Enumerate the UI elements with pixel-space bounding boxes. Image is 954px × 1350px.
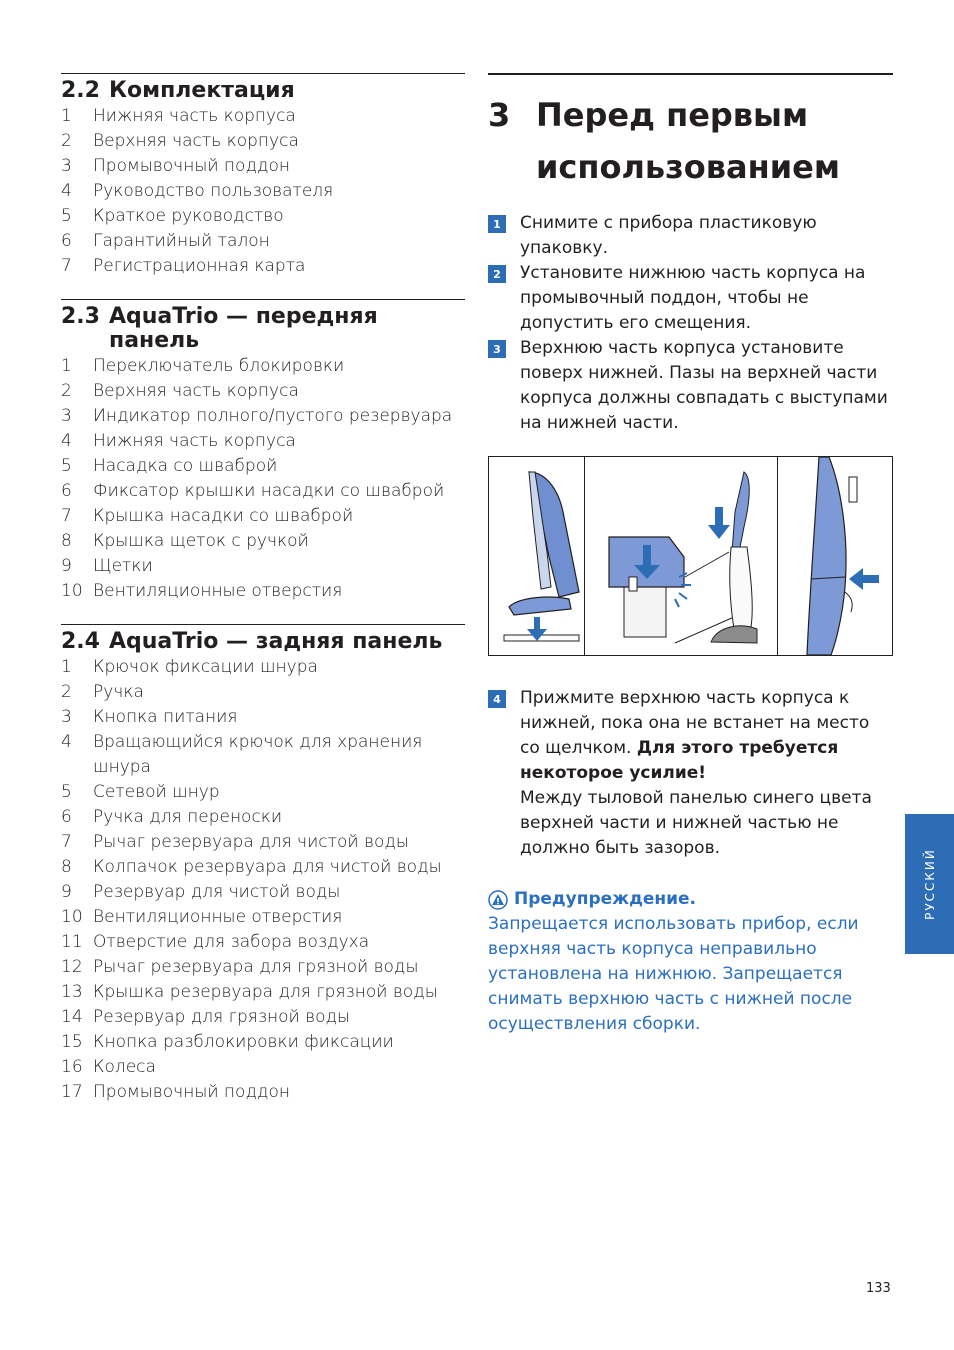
list-item (61, 354, 465, 379)
chapter-title-line1: Перед первым (536, 96, 809, 134)
list-item (61, 730, 465, 780)
warning-heading (488, 887, 893, 912)
chapter-heading (488, 89, 893, 193)
list-item (61, 1005, 465, 1030)
step-number-badge: 3 (488, 340, 506, 358)
list-item-text: Нижняя часть корпуса (93, 431, 296, 451)
list-item-number: 9 (61, 882, 72, 902)
list-item-number: 6 (61, 231, 72, 251)
list-item-number: 10 (61, 581, 83, 601)
list-item-number: 2 (61, 682, 72, 702)
list-item-number: 4 (61, 431, 72, 451)
step-number-badge: 1 (488, 215, 506, 233)
list-item-text: Верхняя часть корпуса (93, 381, 299, 401)
list-item-number: 17 (61, 1082, 83, 1102)
list-item (61, 780, 465, 805)
list-item-number: 6 (61, 807, 72, 827)
list-item (61, 905, 465, 930)
section-2-4 (61, 624, 465, 1105)
list-item-number: 3 (61, 707, 72, 727)
warning-title: Предупреждение. (514, 889, 697, 909)
list-item-number: 7 (61, 506, 72, 526)
assembly-illustration-svg (489, 457, 892, 655)
list-item (61, 254, 465, 279)
list-item-text: Рычаг резервуара для чистой воды (93, 832, 409, 852)
list-item-number: 15 (61, 1032, 83, 1052)
list-item-text: Ручка для переноски (93, 807, 283, 827)
section-number: 2.4 (61, 629, 100, 654)
list-item (61, 655, 465, 680)
list-item-text: Промывочный поддон (93, 156, 290, 176)
list-item-text: Вентиляционные отверстия (93, 581, 343, 601)
list-item-text: Вентиляционные отверстия (93, 907, 343, 927)
figure-divider (584, 457, 585, 655)
list-item (61, 830, 465, 855)
list-item (61, 229, 465, 254)
list-item-number: 5 (61, 206, 72, 226)
list-item (61, 429, 465, 454)
list-item-number: 7 (61, 256, 72, 276)
list-item-number: 3 (61, 156, 72, 176)
list-item-text: Крышка резервуара для грязной воды (93, 982, 438, 1002)
left-column (61, 73, 465, 1125)
warning-text: Запрещается использовать прибор, если верхняя часть корпуса неправильно установлена на нижнюю. Запрещается снимать верхнюю часть с нижней после осуществления сборки. (488, 914, 859, 1034)
list-item (61, 204, 465, 229)
list-item-number: 6 (61, 481, 72, 501)
list-item-text: Резервуар для грязной воды (93, 1007, 351, 1027)
list-item (61, 705, 465, 730)
step-text (520, 686, 893, 861)
step-item (488, 686, 893, 861)
section-2-2 (61, 73, 465, 279)
list-item-text: Нижняя часть корпуса (93, 106, 296, 126)
list-item-text: Кнопка питания (93, 707, 238, 727)
step-text: Верхнюю часть корпуса установите поверх нижней. Пазы на верхней части корпуса должны совпадать с выступами на нижней части. (520, 338, 888, 433)
list-item-text: Колпачок резервуара для чистой воды (93, 857, 442, 877)
alignment-detail-illustration (609, 472, 757, 643)
list-item-number: 8 (61, 531, 72, 551)
step-item (488, 211, 893, 261)
step-number-badge: 4 (488, 690, 506, 708)
language-label: РУССКИЙ (922, 848, 937, 920)
section-heading (61, 305, 465, 353)
list-item-text: Регистрационная карта (93, 256, 306, 276)
list-item-number: 16 (61, 1057, 83, 1077)
section-heading (61, 79, 465, 103)
list-item (61, 104, 465, 129)
list-item (61, 980, 465, 1005)
list-item-text: Резервуар для чистой воды (93, 882, 341, 902)
list-item-text: Краткое руководство (93, 206, 284, 226)
parts-list (61, 354, 465, 604)
step-text: Установите нижнюю часть корпуса на промывочный поддон, чтобы не допустить его смещения. (520, 263, 866, 333)
step-item (488, 261, 893, 336)
list-item (61, 880, 465, 905)
step-emphasis: Для этого требуется некоторое усилие! (520, 738, 839, 783)
parts-list (61, 104, 465, 279)
list-item-number: 12 (61, 957, 83, 977)
list-item (61, 504, 465, 529)
list-item-text: Рычаг резервуара для грязной воды (93, 957, 419, 977)
list-item-number: 3 (61, 406, 72, 426)
chapter-3 (488, 73, 893, 193)
list-item-text: Крючок фиксации шнура (93, 657, 318, 677)
list-item-text: Промывочный поддон (93, 1082, 290, 1102)
lower-body-on-tray-illustration (504, 472, 579, 641)
step-text-part: Между тыловой панелью синего цвета верхней части и нижней частью не должно быть зазоров. (520, 788, 872, 858)
list-item (61, 529, 465, 554)
list-item-text: Верхняя часть корпуса (93, 131, 299, 151)
step-item (488, 336, 893, 436)
list-item (61, 955, 465, 980)
list-item-text: Ручка (93, 682, 144, 702)
list-item-text: Сетевой шнур (93, 782, 220, 802)
list-item-number: 9 (61, 556, 72, 576)
list-item (61, 855, 465, 880)
list-item-text: Гарантийный талон (93, 231, 270, 251)
list-item-number: 2 (61, 381, 72, 401)
chapter-title (536, 89, 840, 193)
list-item-text: Кнопка разблокировки фиксации (93, 1032, 394, 1052)
list-item-text: Вращающийся крючок для хранения шнура (93, 732, 423, 777)
list-item-number: 4 (61, 732, 72, 752)
list-item (61, 1080, 465, 1105)
step-text: Снимите с прибора пластиковую упаковку. (520, 213, 817, 258)
page-number: 133 (866, 1281, 891, 1296)
list-item-text: Отверстие для забора воздуха (93, 932, 370, 952)
list-item-text: Крышка насадки со шваброй (93, 506, 354, 526)
list-item-number: 1 (61, 657, 72, 677)
list-item (61, 579, 465, 604)
section-title: AquaTrio — передняя панель (109, 304, 378, 353)
list-item (61, 930, 465, 955)
list-item-number: 8 (61, 857, 72, 877)
warning-triangle-icon (488, 890, 508, 910)
list-item-number: 5 (61, 782, 72, 802)
list-item-number: 1 (61, 356, 72, 376)
list-item-number: 10 (61, 907, 83, 927)
assembly-illustration (488, 456, 893, 656)
chapter-number: 3 (488, 96, 511, 134)
step-text-part: Прижмите верхнюю часть корпуса к нижней, пока она не встанет на место со щелчком. (520, 688, 870, 758)
list-item-number: 5 (61, 456, 72, 476)
list-item-number: 4 (61, 181, 72, 201)
list-item (61, 154, 465, 179)
chapter-title-line2: использованием (536, 148, 840, 186)
list-item-text: Фиксатор крышки насадки со шваброй (93, 481, 445, 501)
list-item (61, 179, 465, 204)
section-number: 2.2 (61, 78, 100, 103)
list-item-number: 14 (61, 1007, 83, 1027)
step-number-badge: 2 (488, 265, 506, 283)
list-item-text: Щетки (93, 556, 153, 576)
section-2-3 (61, 299, 465, 604)
section-title: Комплектация (109, 78, 295, 103)
list-item-number: 11 (61, 932, 83, 952)
press-together-illustration (807, 457, 879, 655)
list-item-number: 1 (61, 106, 72, 126)
figure-divider (777, 457, 778, 655)
list-item-text: Руководство пользователя (93, 181, 334, 201)
list-item-text: Крышка щеток с ручкой (93, 531, 309, 551)
parts-list (61, 655, 465, 1105)
list-item-text: Переключатель блокировки (93, 356, 345, 376)
list-item-number: 7 (61, 832, 72, 852)
list-item (61, 1055, 465, 1080)
list-item (61, 479, 465, 504)
section-title: AquaTrio — задняя панель (109, 629, 443, 654)
list-item-text: Насадка со шваброй (93, 456, 278, 476)
language-side-tab (905, 814, 954, 954)
warning-block (488, 887, 893, 1037)
list-item (61, 129, 465, 154)
list-item (61, 805, 465, 830)
list-item (61, 554, 465, 579)
list-item (61, 1030, 465, 1055)
list-item-number: 13 (61, 982, 83, 1002)
section-heading (61, 630, 465, 654)
list-item (61, 454, 465, 479)
list-item (61, 404, 465, 429)
section-number: 2.3 (61, 304, 100, 329)
list-item-text: Колеса (93, 1057, 156, 1077)
list-item (61, 680, 465, 705)
list-item-number: 2 (61, 131, 72, 151)
list-item (61, 379, 465, 404)
right-column (488, 73, 893, 1037)
steps-list (488, 211, 893, 436)
list-item-text: Индикатор полного/пустого резервуара (93, 406, 453, 426)
